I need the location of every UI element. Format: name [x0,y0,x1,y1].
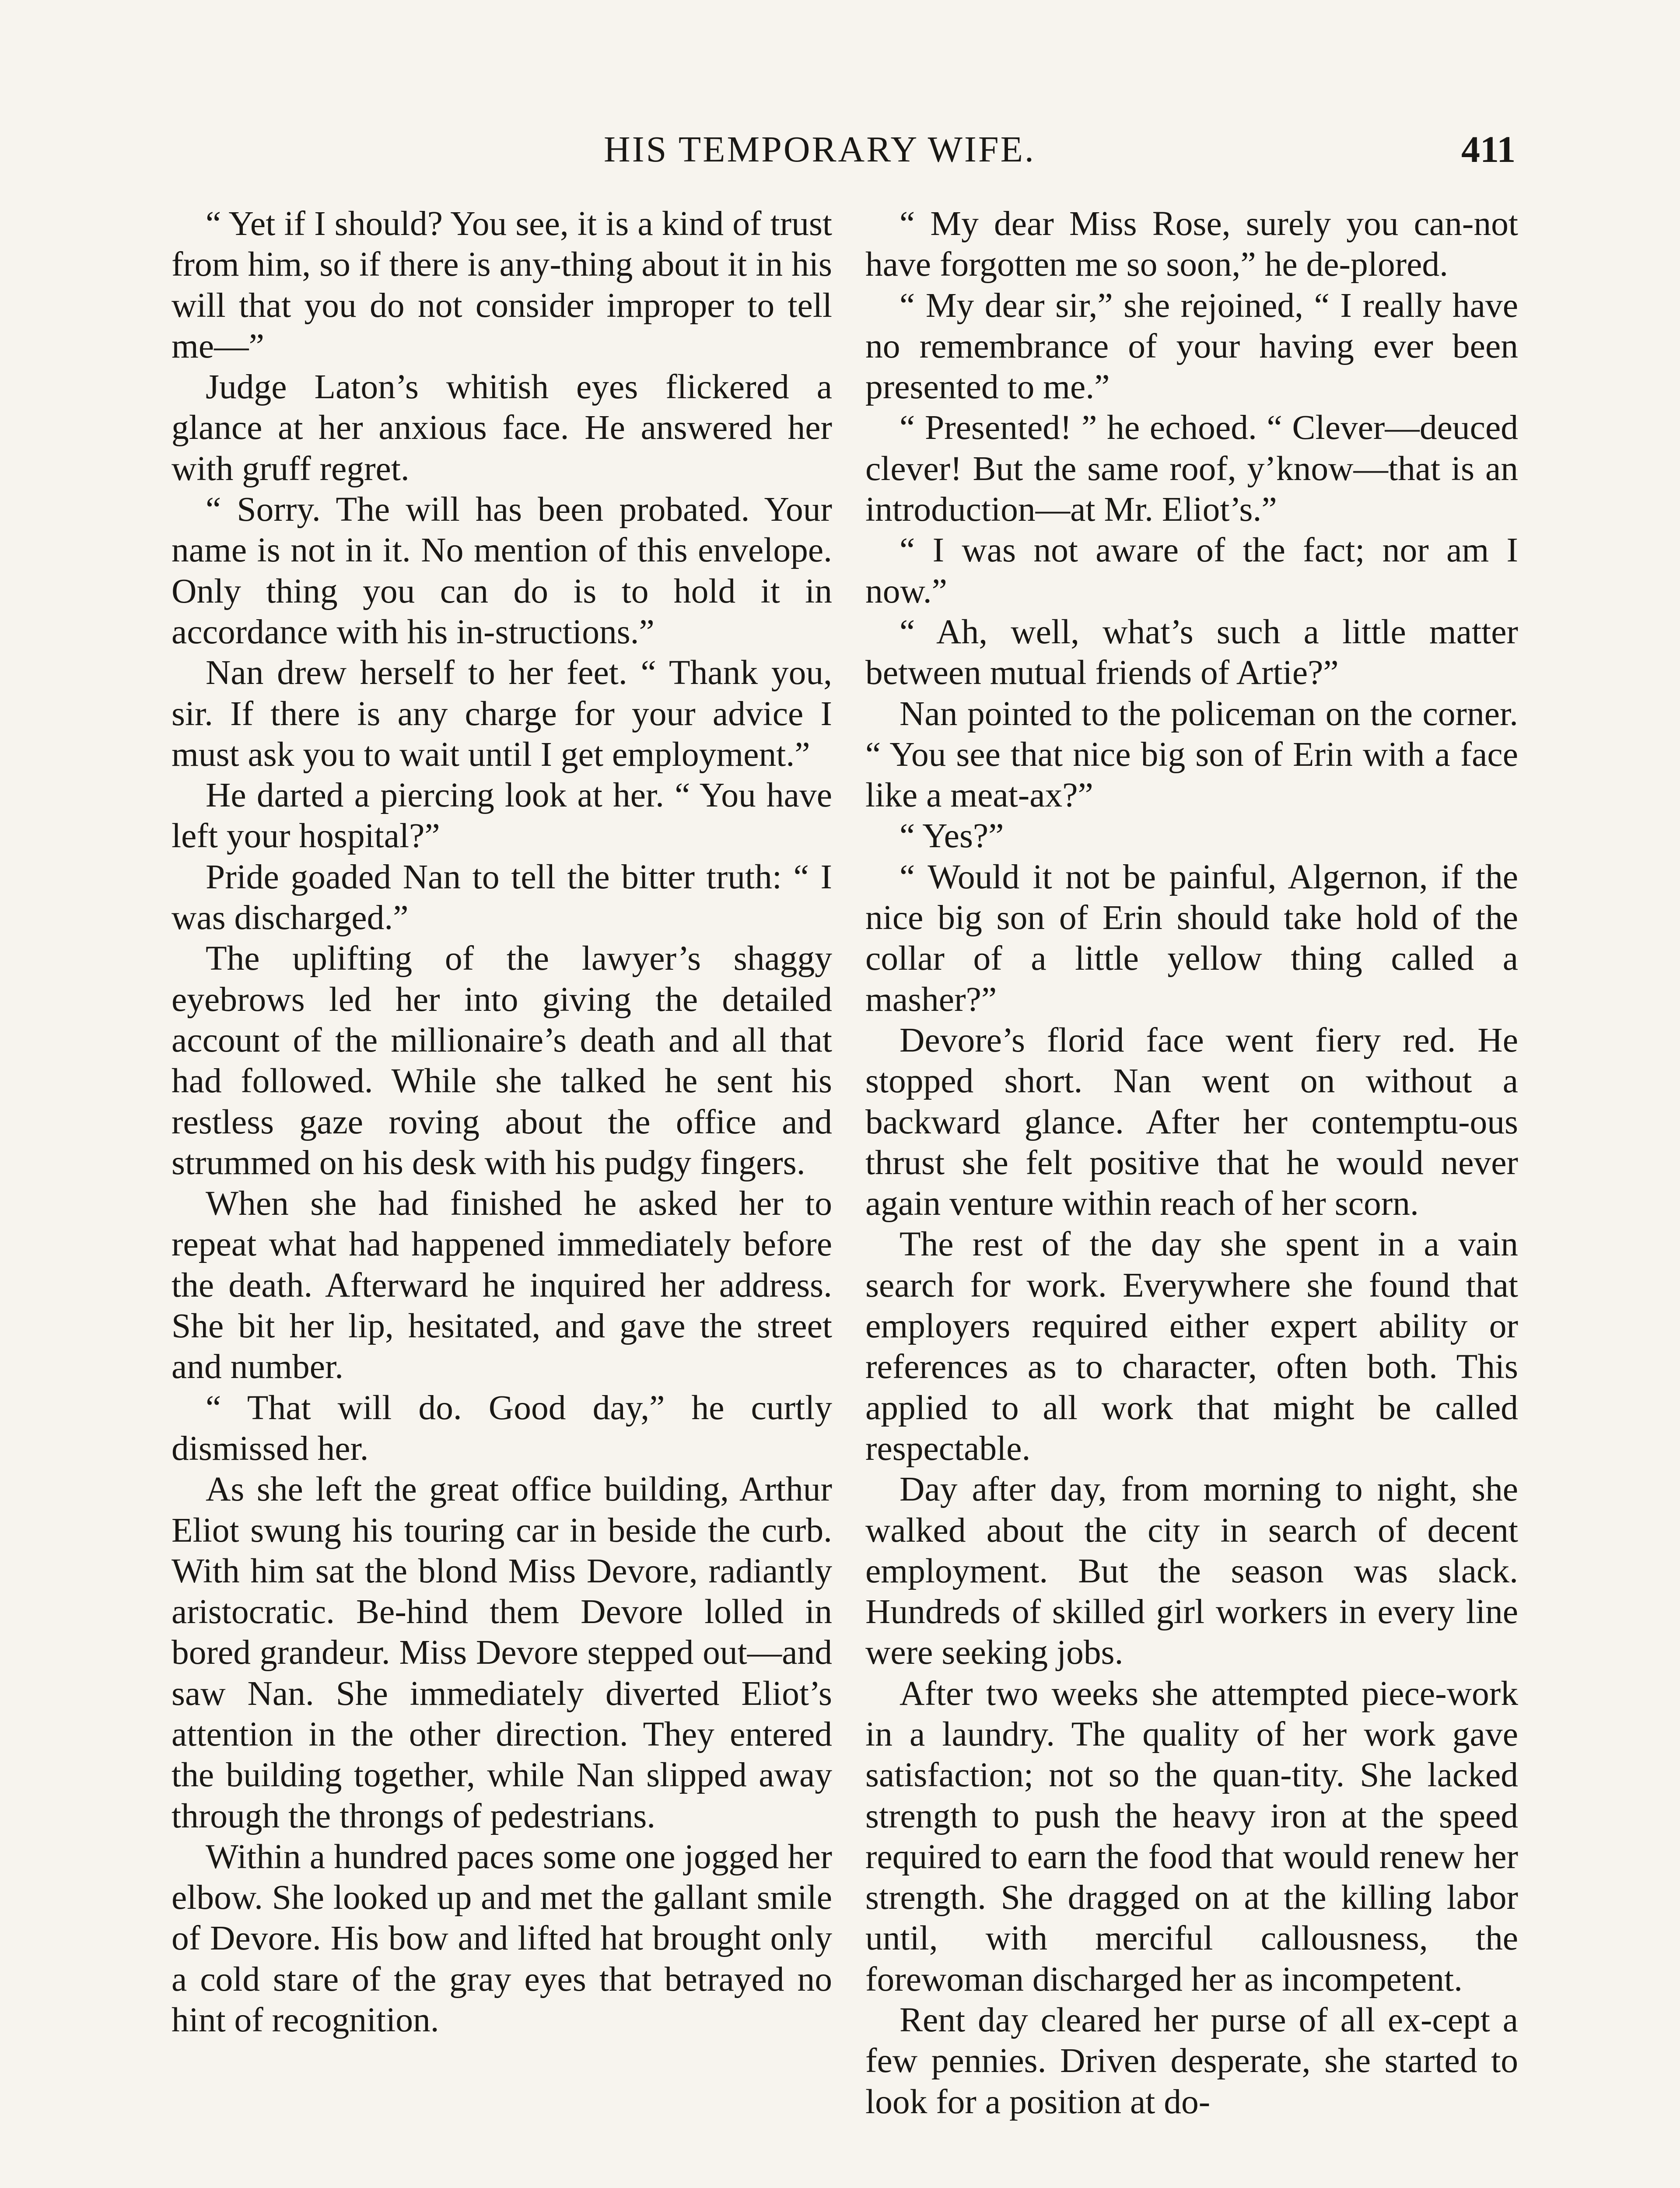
paragraph: The uplifting of the lawyer’s shaggy eyebrows led her into giving the detailed account of the millionaire’s death and all that had followed. While she talked he sent his restless gaze roving about the office and strummed on his desk with his pudgy fingers. [172,939,832,1182]
paragraph: Pride goaded Nan to tell the bitter truth: “ I was discharged.” [172,857,832,937]
running-title: HIS TEMPORARY WIFE. [604,129,1036,170]
paragraph: “ Ah, well, what’s such a little matter between mutual friends of Artie?” [865,612,1518,692]
paragraph: Within a hundred paces some one jogged her elbow. She looked up and met the gallant smile of Devore. His bow and lifted hat brought only a cold stare of the gray eyes that betrayed no hint of recognition. [172,1837,832,2040]
paragraph: “ That will do. Good day,” he curtly dismissed her. [172,1388,832,1468]
paragraph: Day after day, from morning to night, she walked about the city in search of decent employment. But the season was slack. Hundreds of skilled girl workers in every line were seeking jobs. [865,1470,1518,1672]
paragraph: “ My dear sir,” she rejoined, “ I really have no remembrance of your having ever been presented to me.” [865,286,1518,407]
paragraph: “ My dear Miss Rose, surely you can-not have forgotten me so soon,” he de-plored. [865,204,1518,284]
paragraph: “ Yet if I should? You see, it is a kind of trust from him, so if there is any-thing about it in his will that you do not consider improper to tell me—” [172,204,832,365]
paragraph: “ Yes?” [900,817,1004,856]
paragraph: “ Would it not be painful, Algernon, if the nice big son of Erin should take hold of the collar of a little yellow thing called a masher?” [865,857,1518,1019]
paragraph: Devore’s florid face went fiery red. He stopped short. Nan went on without a backward glance. After her contemptu-ous thrust she felt positive that he would never again venture within reach of her scorn. [865,1020,1518,1223]
page-number: 411 [1461,128,1516,170]
paragraph: When she had finished he asked her to repeat what had happened immediately before the death. Afterward he inquired her address. She bit her lip, hesitated, and gave the street and number. [172,1184,832,1386]
paragraph: As she left the great office building, Arthur Eliot swung his touring car in beside the curb. With him sat the blond Miss Devore, radiantly aristocratic. Be-hind them Devore lolled in bored grandeur. Miss Devore stepped out—and saw Nan. She immediately diverted Eliot’s attention in the other direction. They entered the building together, while Nan slipped away through the throngs of pedestrians. [172,1470,832,1835]
paragraph: The rest of the day she spent in a vain search for work. Everywhere she found that employers required either expert ability or references as to character, often both. This applied to all work that might be called respectable. [865,1225,1518,1468]
left-column [172,203,832,2041]
paragraph: “ Presented! ” he echoed. “ Clever—deuced clever! But the same roof, y’know—that is an introduction—at Mr. Eliot’s.” [865,408,1518,529]
paragraph: “ Sorry. The will has been probated. Your name is not in it. No mention of this envelope. Only thing you can do is to hold it in accordance with his in-structions.” [172,490,832,651]
paragraph: Rent day cleared her purse of all ex-cept a few pennies. Driven desperate, she started to look for a position at do- [865,2001,1518,2121]
paragraph: “ I was not aware of the fact; nor am I now.” [865,531,1518,610]
right-column [865,203,1518,2122]
paragraph: He darted a piercing look at her. “ You have left your hospital?” [172,776,832,856]
paragraph: After two weeks she attempted piece-work in a laundry. The quality of her work gave satisfaction; not so the quan-tity. She lacked strength to push the heavy iron at the speed required to earn the food that would renew her strength. She dragged on at the killing labor until, with merciful callousness, the forewoman discharged her as incompetent. [865,1674,1518,1999]
paragraph: Nan pointed to the policeman on the corner. “ You see that nice big son of Erin with a face like a meat-ax?” [865,694,1518,815]
paragraph: Nan drew herself to her feet. “ Thank you, sir. If there is any charge for your advice I must ask you to wait until I get employment.” [172,653,832,774]
paragraph: Judge Laton’s whitish eyes flickered a glance at her anxious face. He answered her with gruff regret. [172,368,832,488]
